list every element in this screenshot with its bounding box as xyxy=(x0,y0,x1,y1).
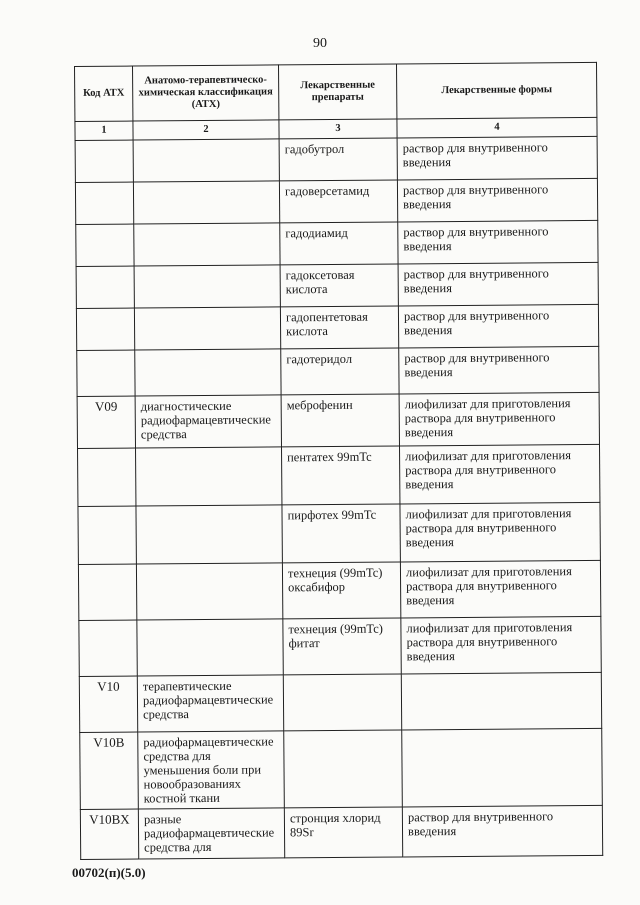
table-row xyxy=(76,304,598,350)
table-row xyxy=(80,805,602,859)
atc-class-cell xyxy=(134,307,280,350)
drug-table-container xyxy=(74,62,602,860)
dosage-form-cell: раствор для внутривенного введения xyxy=(397,178,597,222)
dosage-form-cell: лиофилизат для приготовления раствора для внутривенного введения xyxy=(399,444,599,504)
dosage-form-cell: раствор для внутривенного введения xyxy=(397,136,597,180)
atc-class-cell xyxy=(136,563,282,620)
dosage-form-cell: лиофилизат для приготовления раствора для внутривенного введения xyxy=(400,502,600,562)
atc-code-cell: V10B xyxy=(80,732,139,809)
table-row xyxy=(79,616,601,676)
dosage-form-cell: раствор для внутривенного введения xyxy=(402,805,602,857)
header-atc-code: Код АТХ xyxy=(75,66,133,121)
column-number: 2 xyxy=(133,120,279,140)
atc-code-cell xyxy=(76,224,134,266)
dosage-form-cell: раствор для внутривенного введения xyxy=(398,220,598,264)
header-atc-classification: Анатомо-терапевтическо-химическая классификация (АТХ) xyxy=(133,65,279,121)
column-number: 3 xyxy=(279,119,397,139)
drug-cell: гадопентетовая кислота xyxy=(280,306,398,349)
atc-class-cell: терапевтические радиофармацевтические средства xyxy=(137,675,283,732)
dosage-form-cell: лиофилизат для приготовления раствора для внутривенного введения xyxy=(401,616,601,674)
dosage-form-cell: лиофилизат для приготовления раствора для внутривенного введения xyxy=(399,392,599,446)
dosage-form-cell: раствор для внутривенного введения xyxy=(398,262,598,306)
dosage-form-cell xyxy=(402,728,603,807)
drug-cell: гадоверсетамид xyxy=(279,180,397,223)
atc-code-cell xyxy=(75,182,133,224)
drug-cell: гадотеридол xyxy=(281,348,399,395)
atc-code-cell xyxy=(79,620,137,676)
atc-class-cell xyxy=(136,505,282,564)
drug-cell xyxy=(283,674,401,731)
atc-class-cell xyxy=(135,349,281,396)
drug-table xyxy=(74,62,603,860)
atc-code-cell xyxy=(78,564,136,620)
atc-code-cell xyxy=(78,506,136,564)
drug-cell: пентатех 99mTc xyxy=(281,446,399,505)
drug-cell: меброфенин xyxy=(281,394,399,447)
atc-class-cell xyxy=(133,139,279,182)
drug-cell: гадодиамид xyxy=(280,222,398,265)
atc-class-cell xyxy=(134,265,280,308)
header-dosage-forms: Лекарственные формы xyxy=(396,62,596,119)
atc-class-cell xyxy=(136,447,282,506)
drug-cell: гадобутрол xyxy=(279,138,397,181)
drug-cell: технеция (99mTc) фитат xyxy=(283,618,401,675)
dosage-form-cell: лиофилизат для приготовления раствора для внутривенного введения xyxy=(400,560,600,618)
atc-class-cell: разные радиофармацевтические средства для xyxy=(138,808,284,859)
table-header-row xyxy=(75,62,597,121)
table-row xyxy=(75,178,597,224)
table-row xyxy=(78,560,600,620)
drug-cell: пирфотех 99mTc xyxy=(282,504,400,563)
table-row xyxy=(77,346,599,396)
atc-code-cell: V10 xyxy=(79,676,137,732)
atc-class-cell xyxy=(134,223,280,266)
column-number: 4 xyxy=(397,117,597,138)
drug-cell: гадоксетовая кислота xyxy=(280,264,398,307)
atc-class-cell xyxy=(137,619,283,676)
header-drugs: Лекарственные препараты xyxy=(278,64,396,120)
document-code: 00702(п)(5.0) xyxy=(72,865,146,880)
atc-class-cell xyxy=(133,181,279,224)
atc-class-cell: радиофармацевтические средства для уменьшения боли при новообразованиях костной ткани xyxy=(138,731,285,809)
table-row xyxy=(78,444,600,506)
atc-code-cell xyxy=(75,140,133,182)
table-row xyxy=(79,672,601,732)
drug-cell: стронция хлорид 89Sr xyxy=(284,807,402,858)
page-number: 90 xyxy=(313,36,327,51)
table-row xyxy=(80,728,603,809)
atc-code-cell xyxy=(78,448,136,506)
atc-code-cell: V10BX xyxy=(80,809,138,859)
table-row xyxy=(75,136,597,182)
table-row xyxy=(78,502,600,564)
atc-code-cell: V09 xyxy=(77,396,135,448)
dosage-form-cell: раствор для внутривенного введения xyxy=(399,346,599,394)
dosage-form-cell xyxy=(401,672,601,730)
dosage-form-cell: раствор для внутривенного введения xyxy=(398,304,598,348)
atc-code-cell xyxy=(76,308,134,350)
atc-class-cell: диагностические радиофармацевтические средства xyxy=(135,395,281,448)
table-row xyxy=(76,262,598,308)
table-row xyxy=(76,220,598,266)
table-row xyxy=(77,392,599,448)
atc-code-cell xyxy=(76,266,134,308)
drug-cell xyxy=(284,730,403,808)
drug-cell: технеция (99mTc) оксабифор xyxy=(282,562,400,619)
column-number: 1 xyxy=(75,121,133,140)
atc-code-cell xyxy=(77,350,135,396)
